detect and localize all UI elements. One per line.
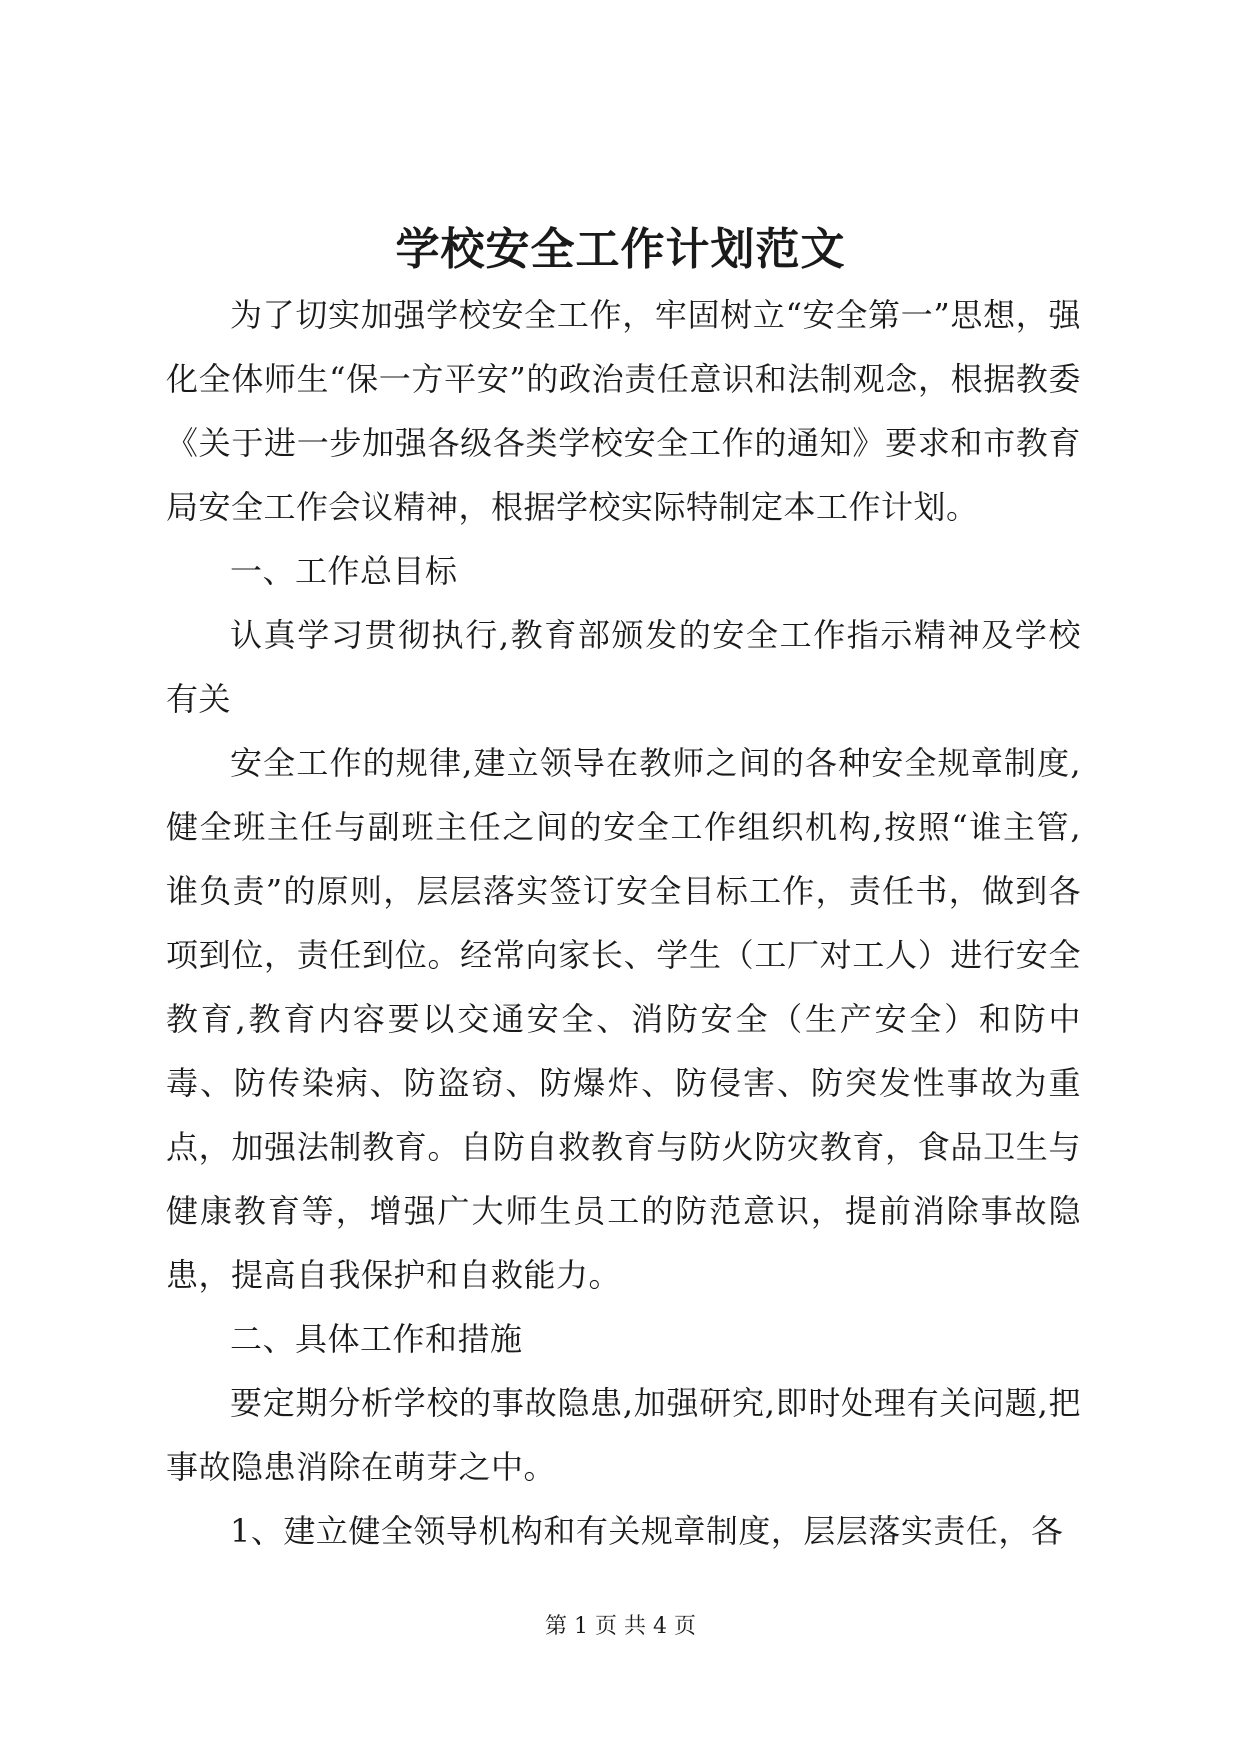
section-heading-measures: 二、具体工作和措施 xyxy=(230,1320,523,1358)
section-heading-goals: 一、工作总目标 xyxy=(230,552,458,590)
page-footer: 第 1 页 共 4 页 xyxy=(545,1614,696,1639)
paragraph-goals-1: 认真学习贯彻执行,教育部颁发的安全工作指示精神及学校有关 xyxy=(166,616,1081,718)
document-body xyxy=(166,283,1081,1563)
document-title: 学校安全工作计划范文 xyxy=(395,224,846,275)
paragraph-intro: 为了切实加强学校安全工作，牢固树立“安全第一”思想，强化全体师生“保一方平安”的政治责任意识和法制观念，根据教委《关于进一步加强各级各类学校安全工作的通知》要求和市教育局安全工作会议精神，根据学校实际特制定本工作计划。 xyxy=(166,296,1081,526)
paragraph-measures-1: 要定期分析学校的事故隐患,加强研究,即时处理有关问题,把事故隐患消除在萌芽之中。 xyxy=(166,1384,1081,1486)
paragraph-measures-2: 1、建立健全领导机构和有关规章制度，层层落实责任，各 xyxy=(230,1512,1064,1550)
paragraph-goals-2: 安全工作的规律,建立领导在教师之间的各种安全规章制度,健全班主任与副班主任之间的安全工作组织机构,按照“谁主管,谁负责”的原则，层层落实签订安全目标工作，责任书，做到各项到位，责任到位。经常向家长、学生（工厂对工人）进行安全教育,教育内容要以交通安全、消防安全（生产安全）和防中毒、防传染病、防盗窃、防爆炸、防侵害、防突发性事故为重点，加强法制教育。自防自救教育与防火防灾教育，食品卫生与健康教育等，增强广大师生员工的防范意识，提前消除事故隐患，提高自我保护和自救能力。 xyxy=(166,744,1081,1294)
